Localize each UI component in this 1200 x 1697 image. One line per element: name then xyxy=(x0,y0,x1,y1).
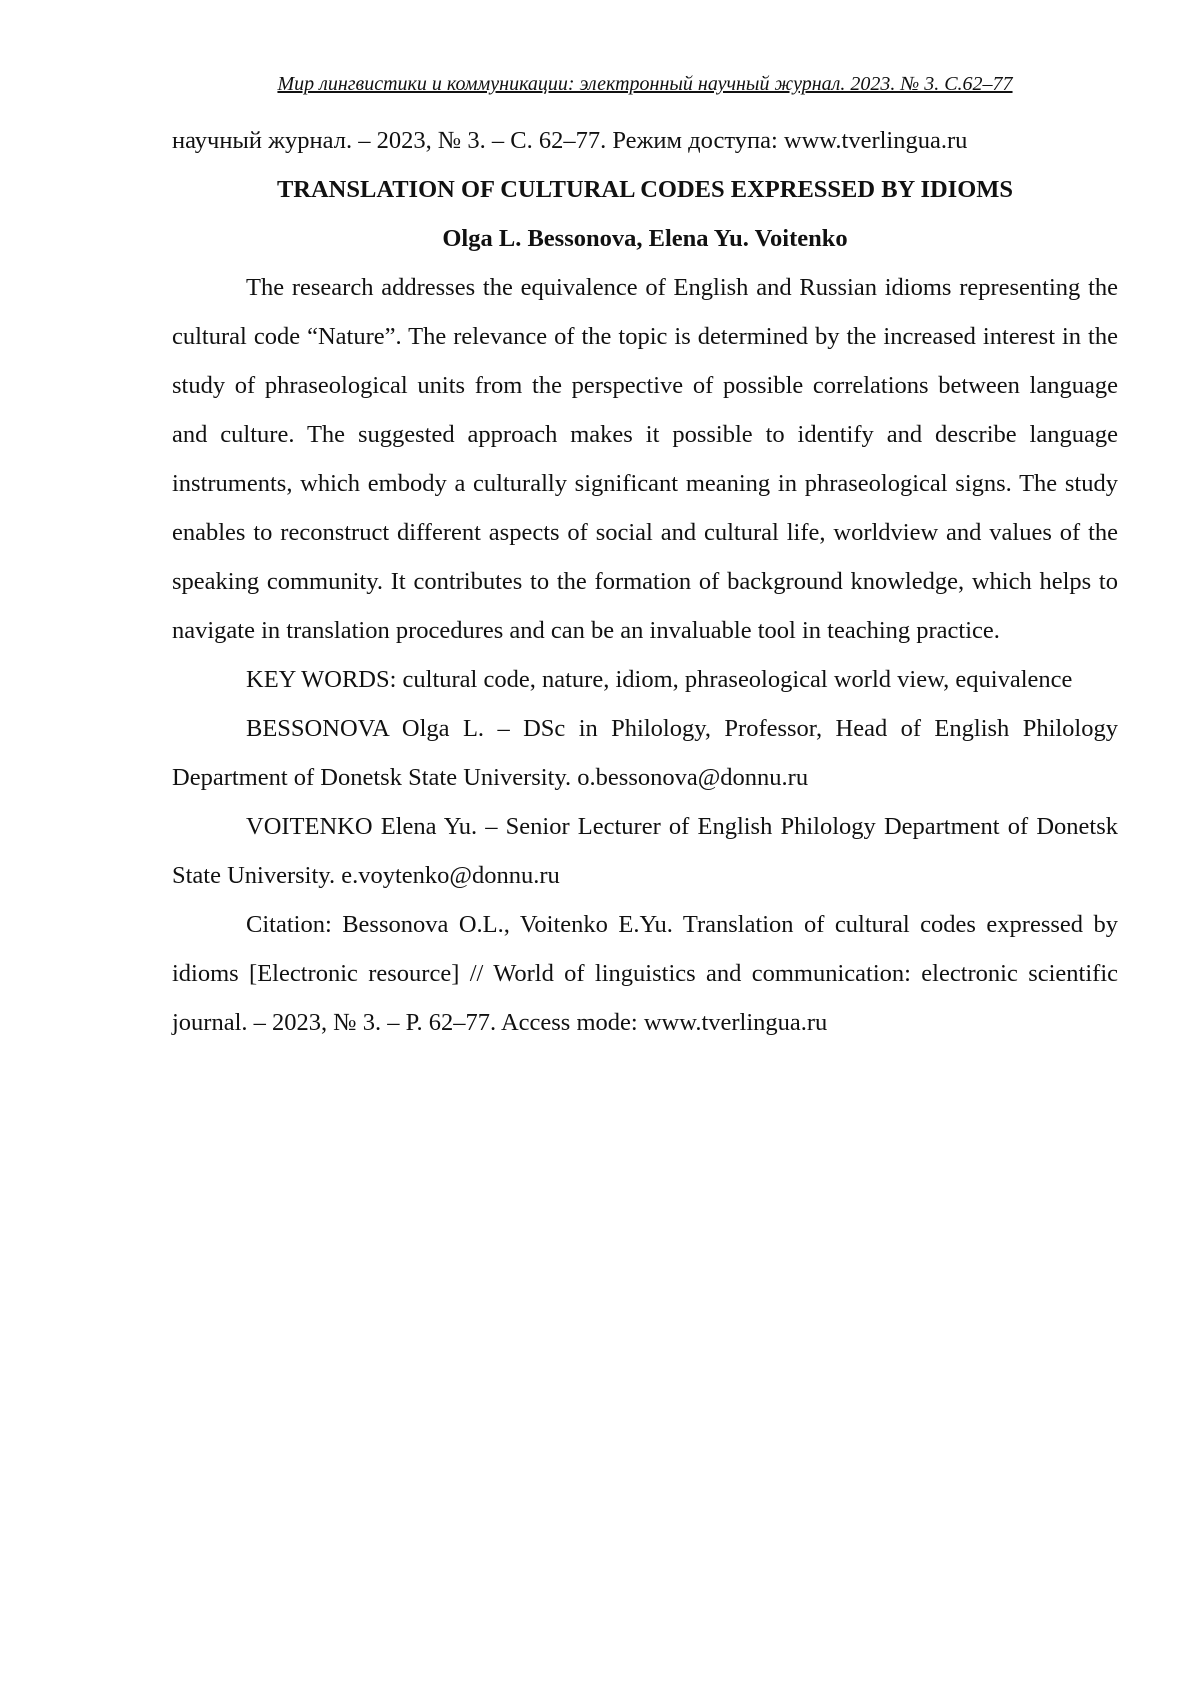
author-info-bessonova: BESSONOVA Olga L. – DSc in Philology, Professor, Head of English Philology Department of Donetsk State University. o.bessonova@donnu.ru xyxy=(172,704,1118,802)
abstract-paragraph: The research addresses the equivalence of English and Russian idioms representing the cultural code “Nature”. The relevance of the topic is determined by the increased interest in the study of phraseological units from the perspective of possible correlations between language and culture. The suggested approach makes it possible to identify and describe language instruments, which embody a culturally significant meaning in phraseological signs. The study enables to reconstruct different aspects of social and cultural life, worldview and values of the speaking community. It contributes to the formation of background knowledge, which helps to navigate in translation procedures and can be an invaluable tool in teaching practice. xyxy=(172,263,1118,655)
citation-paragraph: Citation: Bessonova O.L., Voitenko E.Yu. Translation of cultural codes expressed by idioms [Electronic resource] // World of linguistics and communication: electronic scientific journal. – 2023, № 3. – P. 62–77. Access mode: www.tverlingua.ru xyxy=(172,900,1118,1047)
reference-continuation: научный журнал. – 2023, № 3. – С. 62–77. Режим доступа: www.tverlingua.ru xyxy=(172,116,1118,165)
article-authors: Olga L. Bessonova, Elena Yu. Voitenko xyxy=(172,214,1118,263)
document-page xyxy=(0,0,1200,1697)
page-content xyxy=(172,116,1118,1047)
keywords-paragraph: KEY WORDS: cultural code, nature, idiom, phraseological world view, equivalence xyxy=(172,655,1118,704)
running-header: Мир лингвистики и коммуникации: электронный научный журнал. 2023. № 3. С.62–77 xyxy=(172,70,1118,98)
article-title: TRANSLATION OF CULTURAL CODES EXPRESSED BY IDIOMS xyxy=(172,165,1118,214)
author-info-voitenko: VOITENKO Elena Yu. – Senior Lecturer of English Philology Department of Donetsk State University. e.voytenko@donnu.ru xyxy=(172,802,1118,900)
